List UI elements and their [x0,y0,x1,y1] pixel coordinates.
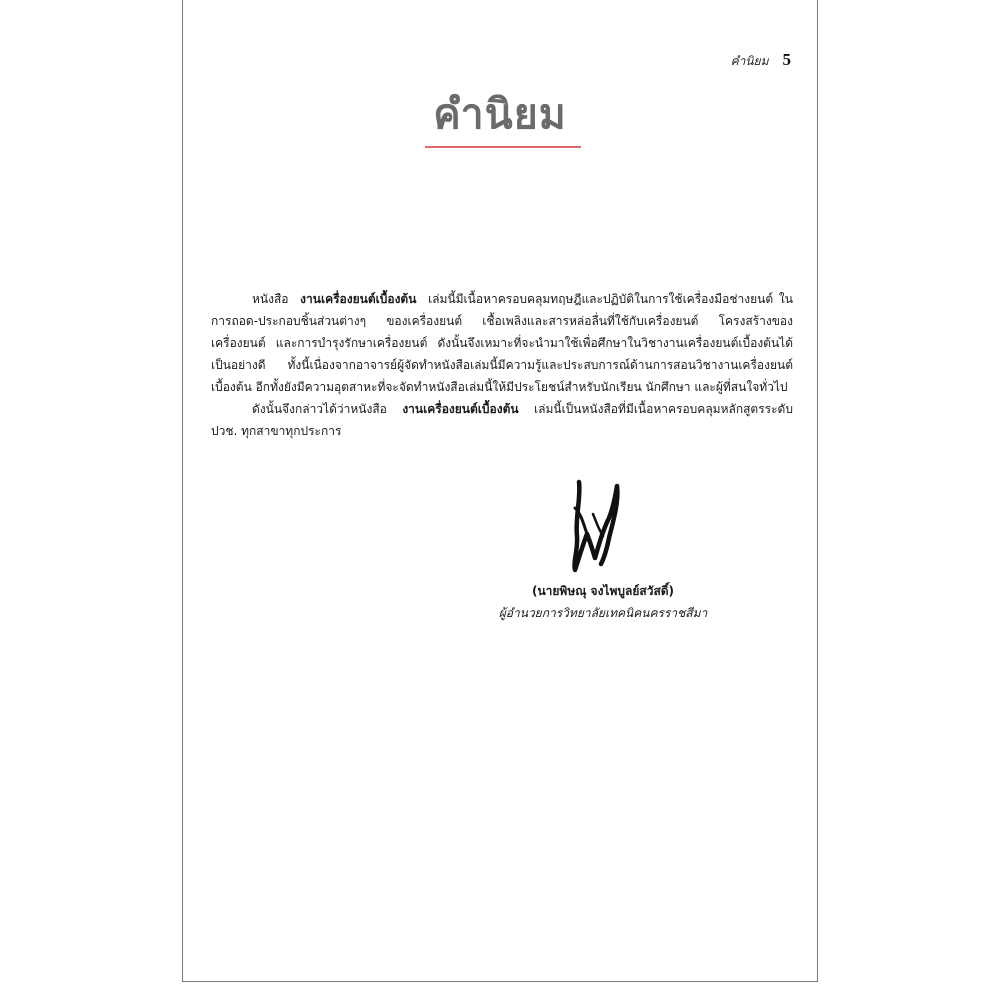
book-title-2: งานเครื่องยนต์เบื้องต้น [402,402,519,416]
page-title-container [183,92,817,137]
paragraph-1 [211,288,793,398]
signer-position: ผู้อำนวยการวิทยาลัยเทคนิคนครราชสีมา [498,606,708,620]
page-title: คำนิยม [433,90,567,138]
paragraph-2-lead: ดังนั้นจึงกล่าวได้ว่าหนังสือ [252,402,387,416]
body-text [211,288,793,442]
paragraph-2 [211,398,793,442]
signer-name: (นายพิษณุ จงไพบูลย์สวัสดิ์) [531,584,675,598]
page-number: 5 [782,50,791,69]
paragraph-2-text: เล่มนี้เป็นหนังสือที่มีเนื้อหาครอบคลุมหลักสูตรระดับ ปวช. ทุกสาขาทุกประการ [211,402,793,438]
book-title-1: งานเครื่องยนต์เบื้องต้น [300,292,417,306]
running-title: คำนิยม [730,54,769,68]
title-underline [425,146,581,148]
signer-block [453,580,753,624]
paragraph-1-lead: หนังสือ [252,292,289,306]
book-page [182,0,818,982]
signature-image [569,478,625,574]
paragraph-1-text: เล่มนี้มีเนื้อหาครอบคลุมทฤษฎีและปฏิบัติในการใช้เครื่องมือช่างยนต์ ในการถอด-ประกอบชิ้นส่วนต่างๆ ของเครื่องยนต์ เชื้อเพลิงและสารหล่อลื่นที่ใช้กับเครื่องยนต์ โครงสร้างของเครื่องยนต์ และการบำรุงรักษาเครื่องยนต์ ดังนั้นจึงเหมาะที่จะนำมาใช้เพื่อศึกษาในวิชางานเครื่องยนต์เบื้องต้นได้เป็นอย่างดี ทั้งนี้เนื่องจากอาจารย์ผู้จัดทำหนังสือเล่มนี้มีความรู้และประสบการณ์ด้านการสอนวิชางานเครื่องยนต์เบื้องต้น อีกทั้งยังมีความอุตสาหะที่จะจัดทำหนังสือเล่มนี้ให้มีประโยชน์สำหรับนักเรียน นักศึกษา และผู้ที่สนใจทั่วไป [211,292,793,394]
running-header [731,50,791,71]
